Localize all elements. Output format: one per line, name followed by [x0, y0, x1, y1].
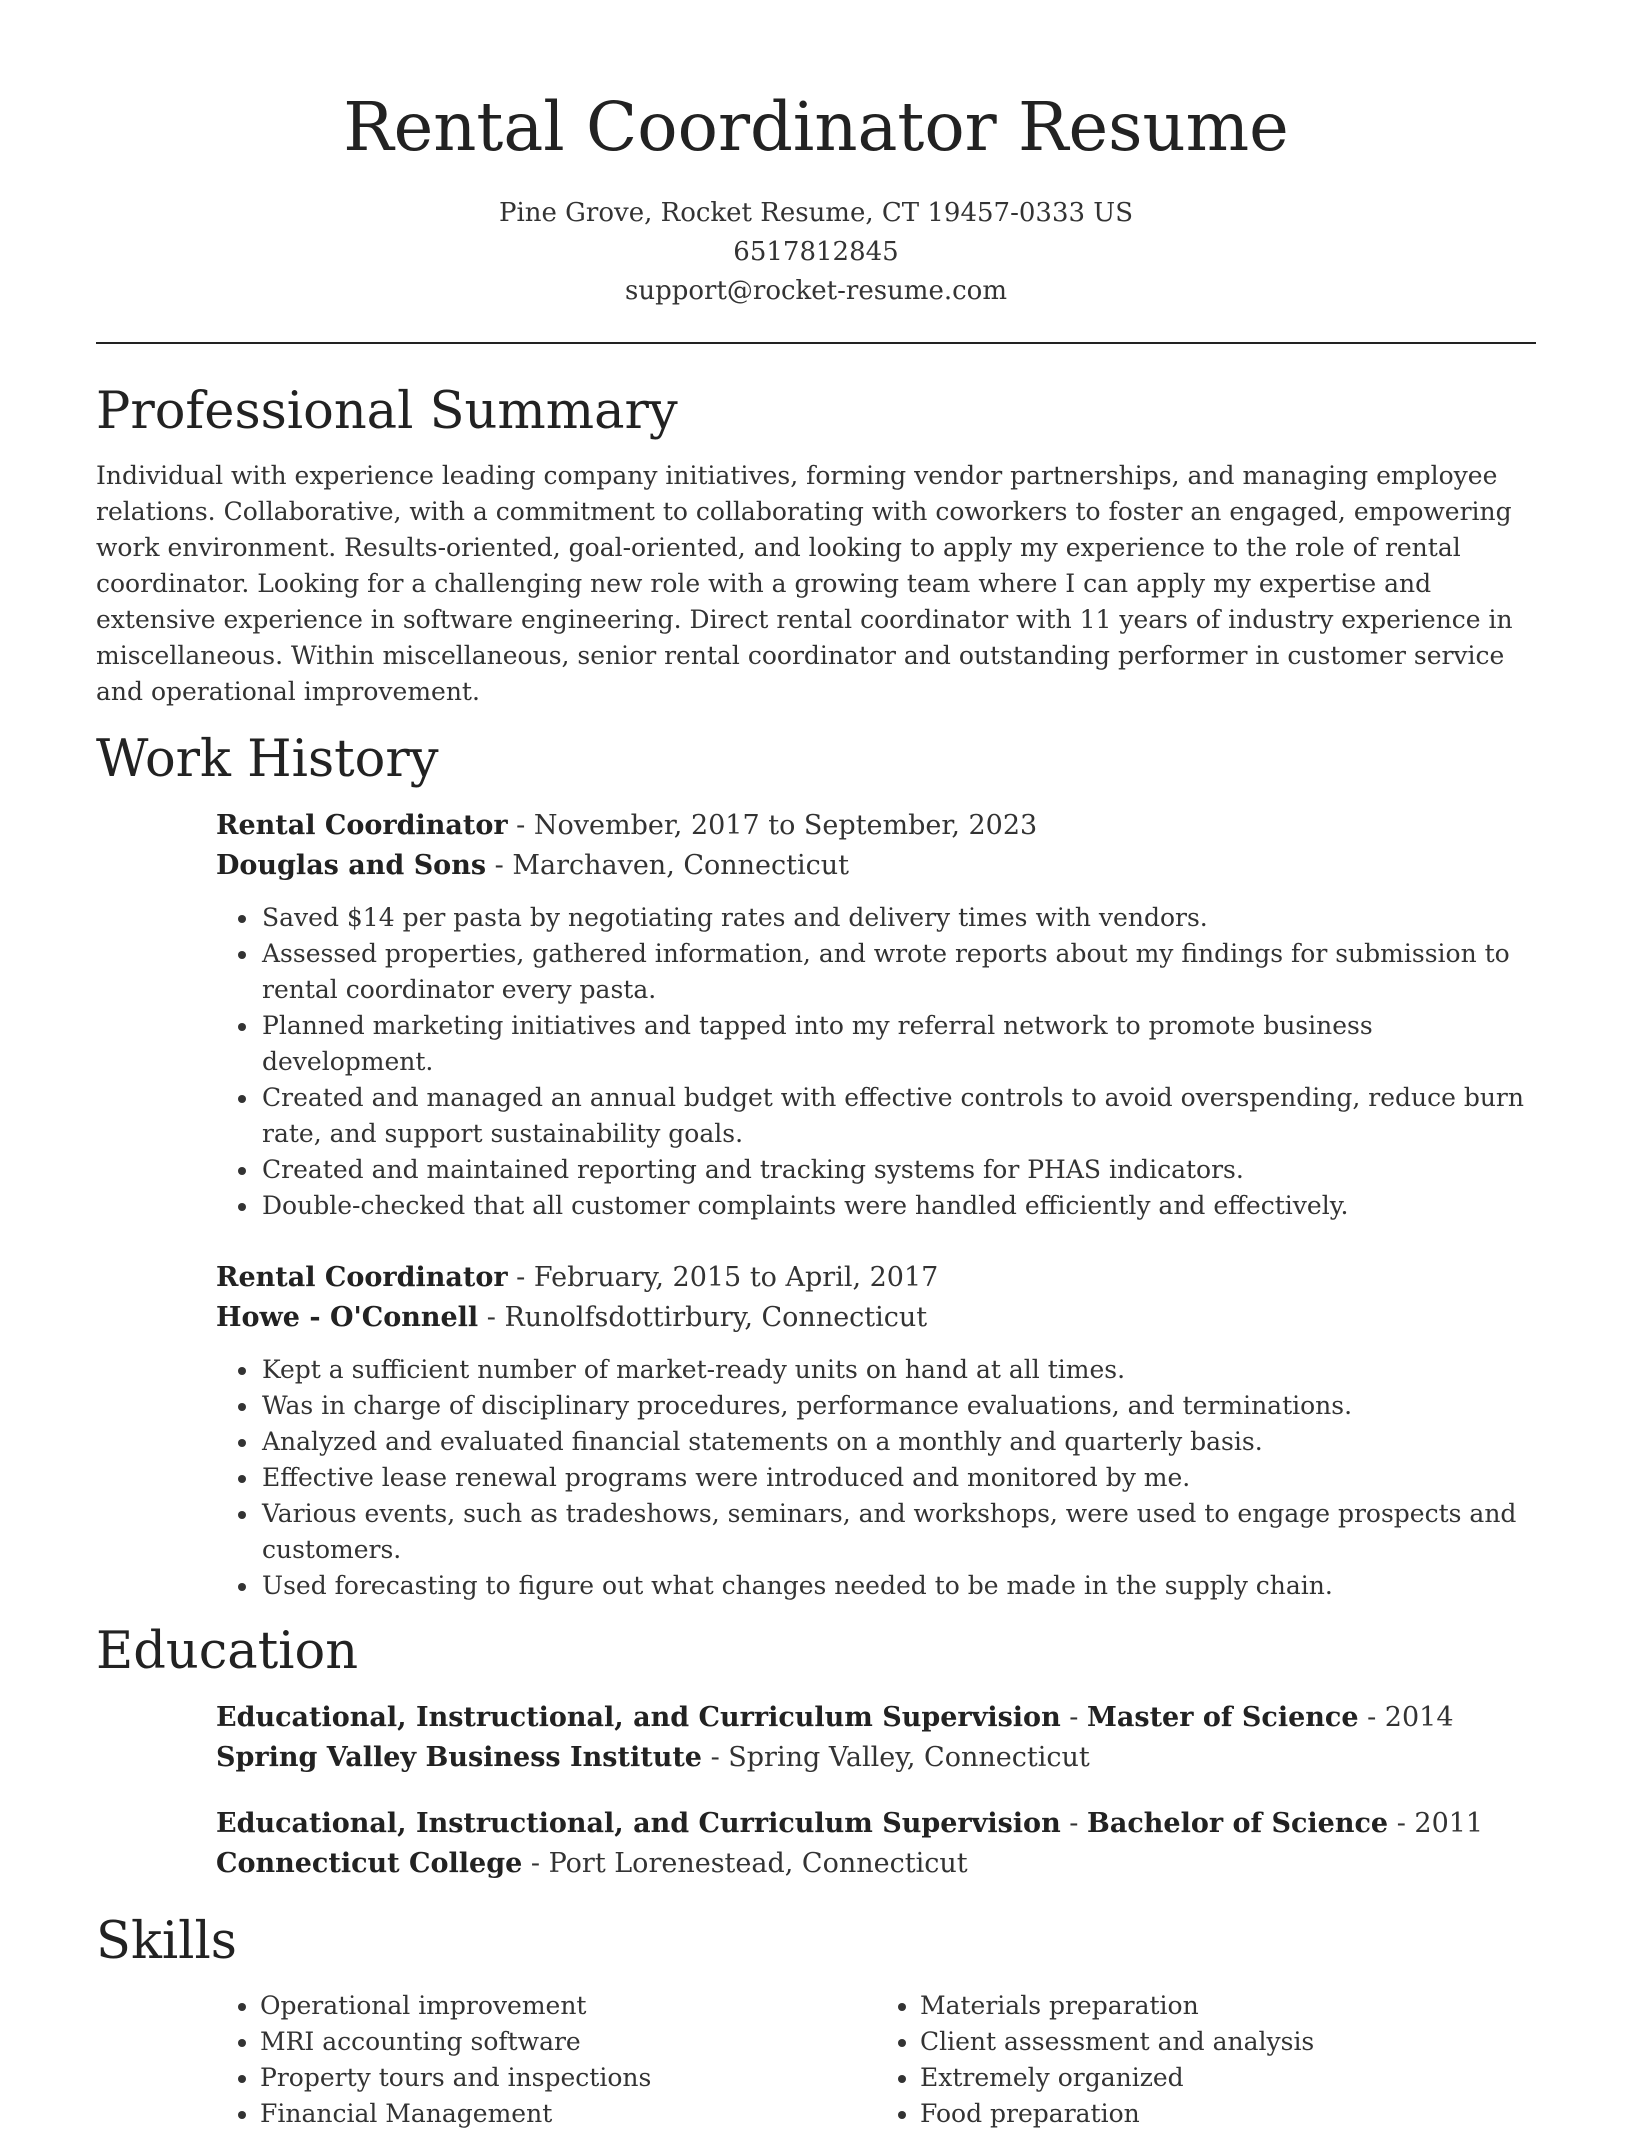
job-location: - Marchaven, Connecticut: [486, 850, 850, 881]
job-dates: - November, 2017 to September, 2023: [507, 810, 1038, 841]
resume-header: [0, 0, 1632, 311]
education-degree: Master of Science: [1087, 1702, 1359, 1733]
list-item: • Saved $14 per pasta by negotiating rates and delivery times with vendors.: [260, 900, 1536, 936]
skills-section: [96, 1906, 1536, 2132]
section-heading-education: Education: [96, 1622, 359, 1681]
education-field: Educational, Instructional, and Curriculum Supervision: [216, 1702, 1061, 1733]
list-item: • Food preparation: [920, 2096, 1536, 2132]
education-location: - Port Lorenestead, Connecticut: [522, 1848, 968, 1879]
job-title: Rental Coordinator: [216, 810, 508, 841]
page-title: Rental Coordinator Resume: [343, 88, 1289, 166]
job-company: Howe - O'Connell: [216, 1302, 479, 1333]
education-school-line: [216, 1844, 1536, 1884]
job-bullets: [216, 1352, 1536, 1604]
summary-section: [96, 376, 1536, 710]
section-heading-summary: Professional Summary: [96, 382, 678, 441]
education-entry: [216, 1698, 1536, 1778]
list-item: • Was in charge of disciplinary procedures, performance evaluations, and terminations.: [260, 1388, 1536, 1424]
education-location: - Spring Valley, Connecticut: [701, 1742, 1090, 1773]
education-school-line: [216, 1738, 1536, 1778]
list-item: • Kept a sufficient number of market-ready units on hand at all times.: [260, 1352, 1536, 1388]
list-item: • Planned marketing initiatives and tapped into my referral network to promote business development.: [260, 1008, 1536, 1080]
job-company-line: [216, 846, 1536, 886]
education-entry: [216, 1804, 1536, 1884]
list-item: • Property tours and inspections: [260, 2060, 876, 2096]
contact-phone: 6517812845: [733, 237, 899, 267]
list-item: • Assessed properties, gathered information, and wrote reports about my findings for submission to rental coordinator every pasta.: [260, 936, 1536, 1008]
job-company-line: [216, 1298, 1536, 1338]
skills-columns: [216, 1988, 1536, 2132]
work-history-section: [96, 724, 1536, 1604]
education-school: Spring Valley Business Institute: [216, 1742, 702, 1773]
education-section: [96, 1616, 1536, 1884]
list-item: • Created and maintained reporting and tracking systems for PHAS indicators.: [260, 1152, 1536, 1188]
list-item: • Double-checked that all customer complaints were handled efficiently and effectively.: [260, 1188, 1536, 1224]
skills-list-left: [216, 1988, 876, 2132]
list-item: • Analyzed and evaluated financial statements on a monthly and quarterly basis.: [260, 1424, 1536, 1460]
list-item: • Client assessment and analysis: [920, 2024, 1536, 2060]
contact-address: Pine Grove, Rocket Resume, CT 19457-0333 US: [498, 198, 1134, 228]
job-dates: - February, 2015 to April, 2017: [507, 1262, 939, 1293]
job-title: Rental Coordinator: [216, 1262, 508, 1293]
list-item: • Effective lease renewal programs were introduced and monitored by me.: [260, 1460, 1536, 1496]
job-title-line: [216, 806, 1536, 846]
education-school: Connecticut College: [216, 1848, 523, 1879]
resume-body: [96, 376, 1536, 2132]
job-bullets: [216, 900, 1536, 1224]
section-heading-work-history: Work History: [96, 730, 439, 789]
job-company: Douglas and Sons: [216, 850, 487, 881]
education-field: Educational, Instructional, and Curriculum Supervision: [216, 1808, 1061, 1839]
job-entry: [216, 1258, 1536, 1604]
list-item: • Various events, such as tradeshows, seminars, and workshops, were used to engage prospects and customers.: [260, 1496, 1536, 1568]
header-divider: [96, 342, 1536, 344]
summary-text: Individual with experience leading company initiatives, forming vendor partnerships, and managing employee relations. Collaborative, with a commitment to collaborating with coworkers to foster an engaged, empowering work environment. Results-oriented, goal-oriented, and looking to apply my experience to the role of rental coordinator. Looking for a challenging new role with a growing team where I can apply my expertise and extensive experience in software engineering. Direct rental coordinator with 11 years of industry experience in miscellaneous. Within miscellaneous, senior rental coordinator and outstanding performer in customer service and operational improvement.: [96, 461, 1513, 706]
education-degree-line: Educational, Instructional, and Curriculum Supervision - Master of Science - 2014: [216, 1702, 1454, 1733]
list-item: • Extremely organized: [920, 2060, 1536, 2096]
list-item: • Materials preparation: [920, 1988, 1536, 2024]
list-item: • Operational improvement: [260, 1988, 876, 2024]
list-item: • Used forecasting to figure out what changes needed to be made in the supply chain.: [260, 1568, 1536, 1604]
list-item: • Financial Management: [260, 2096, 876, 2132]
section-heading-skills: Skills: [96, 1912, 237, 1971]
list-item: • Created and managed an annual budget with effective controls to avoid overspending, reduce burn rate, and support sustainability goals.: [260, 1080, 1536, 1152]
education-degree-line: Educational, Instructional, and Curriculum Supervision - Bachelor of Science - 2011: [216, 1808, 1484, 1839]
education-year: - 2014: [1358, 1702, 1454, 1733]
job-location: - Runolfsdottirbury, Connecticut: [478, 1302, 928, 1333]
list-item: • MRI accounting software: [260, 2024, 876, 2060]
education-degree: Bachelor of Science: [1087, 1808, 1389, 1839]
skills-list-right: [876, 1988, 1536, 2132]
job-title-line: [216, 1258, 1536, 1298]
contact-info: [0, 194, 1632, 311]
contact-email: support@rocket-resume.com: [624, 276, 1007, 306]
job-entry: [216, 806, 1536, 1224]
education-year: - 2011: [1388, 1808, 1484, 1839]
